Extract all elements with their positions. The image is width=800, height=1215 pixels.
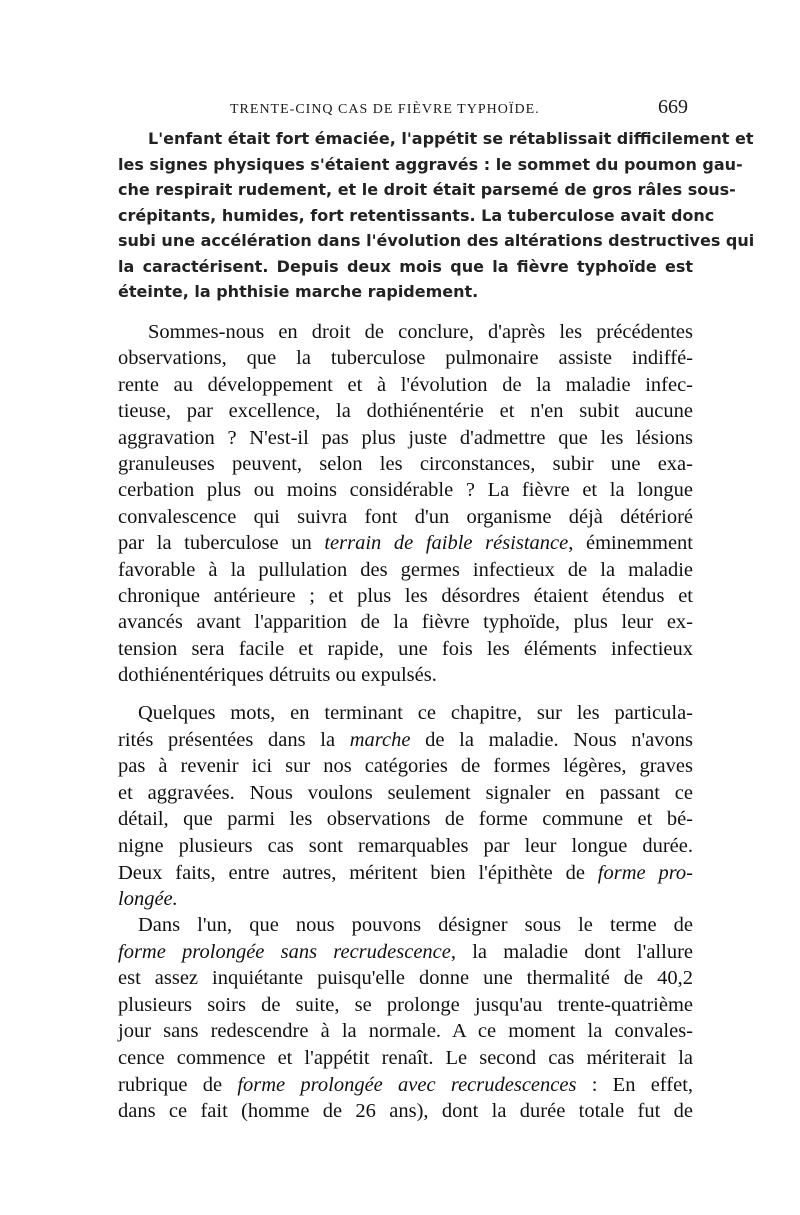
text-line: détail, que parmi les observations de forme commune et bé-: [118, 808, 693, 831]
text-line: cence commence et l'appétit renaît. Le second cas mériterait la: [118, 1046, 693, 1069]
text-line: cerbation plus ou moins considérable ? La fièvre et la longue: [118, 479, 693, 502]
text-line: convalescence qui suivra font d'un organisme déjà détérioré: [118, 505, 693, 528]
text-line: rente au développement et à l'évolution de la maladie infec-: [118, 373, 693, 396]
text-line: chronique antérieure ; et plus les désordres étaient étendus et: [118, 585, 693, 608]
text-line: Quelques mots, en terminant ce chapitre, sur les particula-: [138, 702, 693, 724]
text-line: pas à revenir ici sur nos catégories de formes légères, graves: [118, 755, 693, 778]
text-line: nigne plusieurs cas sont remarquables par leur longue durée.: [118, 834, 693, 857]
text-line: crépitants, humides, fort retentissants. La tuberculose avait donc: [118, 205, 715, 225]
italic-term: forme prolongée avec recrudescences: [237, 1073, 577, 1096]
text-line: et aggravées. Nous voulons seulement signaler en passant ce: [118, 781, 693, 804]
text-line: jour sans redescendre à la normale. A ce moment la convales-: [118, 1020, 693, 1043]
text-line: L'enfant était fort émaciée, l'appétit se rétablissait difficilement et: [148, 129, 754, 148]
paragraph-marche: [118, 700, 693, 913]
page-number: 669: [658, 96, 688, 118]
italic-term: forme pro-: [597, 861, 694, 884]
text-line: Dans l'un, que nous pouvons désigner sous le terme de: [138, 914, 693, 936]
text-line: dans ce fait (homme de 26 ans), dont la durée totale fut de: [118, 1100, 693, 1123]
text-line: observations, que la tuberculose pulmonaire assiste indiffé-: [118, 347, 693, 370]
text-line: plusieurs soirs de suite, se prolonge jusqu'au trente-quatrième: [118, 993, 693, 1016]
text-line: favorable à la pullulation des germes infectieux de la maladie: [118, 558, 693, 581]
running-title: TRENTE-CINQ CAS DE FIÈVRE TYPHOÏDE.: [230, 102, 540, 117]
text-line: tieuse, par excellence, la dothiénentérie et n'en subit aucune: [118, 400, 693, 423]
text-segment: , éminemment: [568, 532, 693, 555]
text-segment: de la maladie. Nous n'avons: [425, 728, 693, 751]
italic-term: forme prolongée sans recrudescence: [118, 940, 451, 963]
text-segment: Deux faits, entre autres, méritent bien l'épithète de: [118, 861, 585, 884]
text-line: che respirait rudement, et le droit était parsemé de gros râles sous-: [118, 180, 736, 199]
text-line: [118, 939, 693, 966]
paragraph-conclusion: [118, 319, 693, 689]
text-segment: : En effet,: [591, 1073, 694, 1096]
text-line: [118, 530, 693, 556]
text-line: [118, 727, 693, 754]
text-line: éteinte, la phthisie marche rapidement.: [118, 282, 479, 301]
observation-conclusion-paragraph: [118, 126, 755, 305]
text-line: [118, 1072, 693, 1099]
text-line: granuleuses peuvent, selon les circonstances, subir une exa-: [118, 453, 693, 476]
text-line: tension sera facile et rapide, une fois les éléments infectieux: [118, 637, 693, 660]
text-segment: par la tuberculose un: [118, 532, 312, 555]
italic-term: longée.: [118, 888, 178, 911]
text-line: avancés avant l'apparition de la fièvre typhoïde, plus leur ex-: [118, 611, 693, 634]
italic-term: terrain de faible résistance: [324, 532, 569, 555]
page-header: [118, 96, 688, 126]
text-segment: rubrique de: [118, 1073, 223, 1096]
text-segment: rités présentées dans la: [118, 728, 336, 751]
text-line: les signes physiques s'étaient aggravés : le sommet du poumon gau-: [118, 154, 743, 174]
text-line: [118, 860, 693, 887]
text-line: subi une accélération dans l'évolution des altérations destructives qui: [118, 231, 755, 250]
italic-term: marche: [349, 728, 411, 751]
text-segment: , la maladie dont l'allure: [450, 940, 693, 963]
text-line: dothiénentériques détruits ou expulsés.: [118, 664, 437, 687]
paragraph-forme-prolongee: [118, 912, 693, 1125]
text-line: Sommes-nous en droit de conclure, d'après les précédentes: [148, 321, 693, 343]
text-line: est assez inquiétante puisqu'elle donne une thermalité de 40,2: [118, 967, 693, 990]
text-line: [118, 886, 693, 913]
text-line: la caractérisent. Depuis deux mois que la fièvre typhoïde est: [118, 256, 693, 276]
text-line: aggravation ? N'est-il pas plus juste d'admettre que les lésions: [118, 426, 693, 449]
